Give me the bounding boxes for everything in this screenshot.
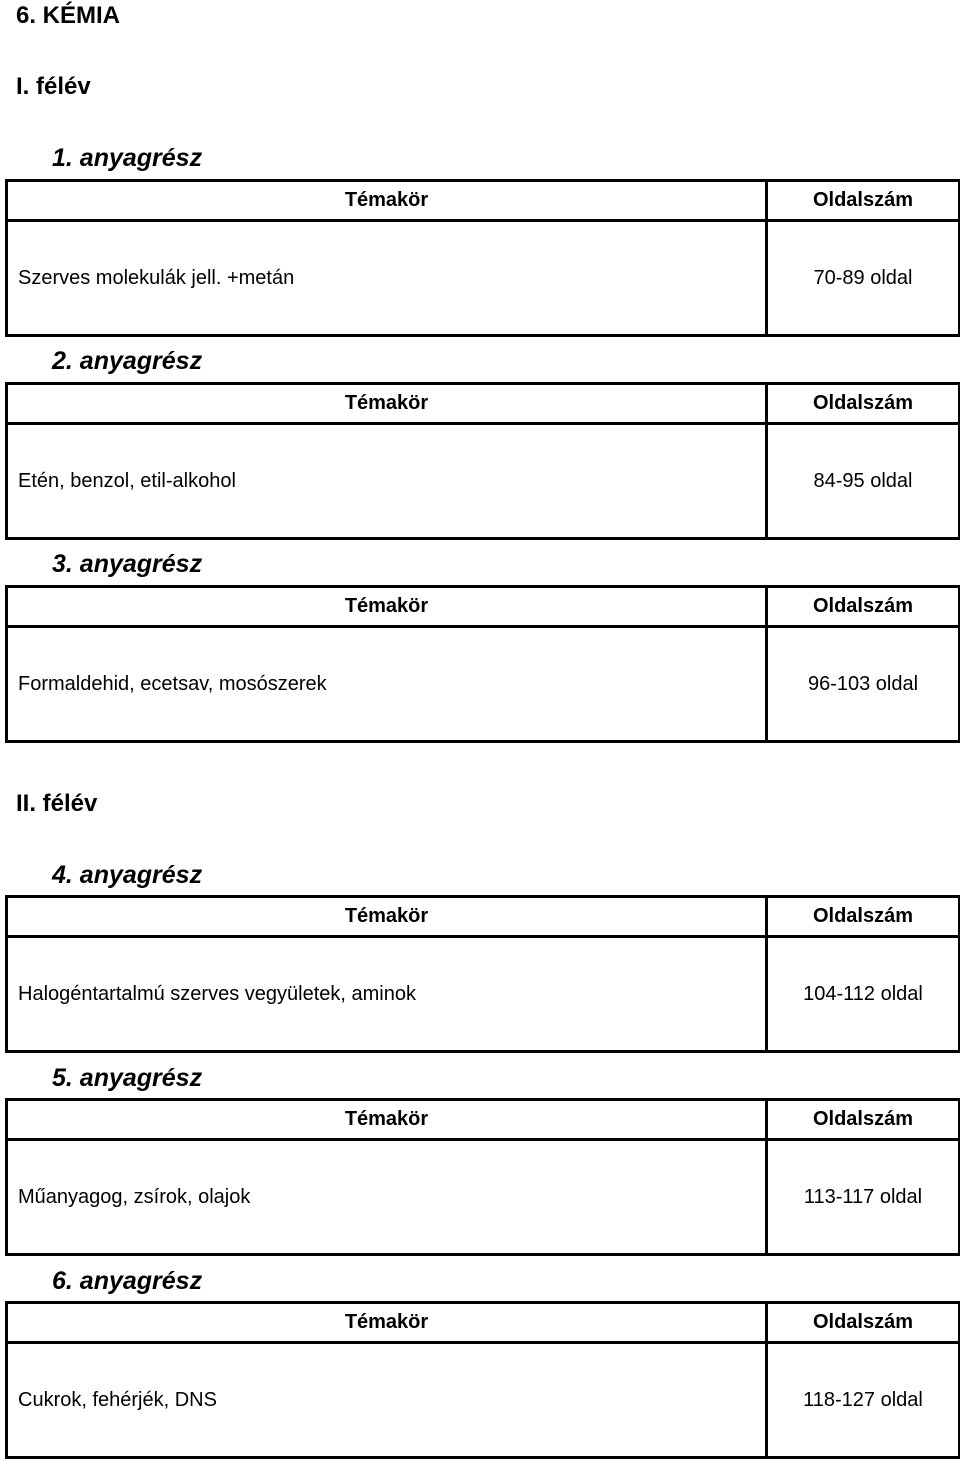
header-topic: Témakör bbox=[7, 897, 767, 937]
semester-heading-2: II. félév bbox=[16, 790, 98, 817]
topic-cell: Halogéntartalmú szerves vegyületek, aminok bbox=[7, 937, 767, 1052]
header-topic: Témakör bbox=[7, 1303, 767, 1343]
header-page: Oldalszám bbox=[767, 384, 960, 424]
table-row bbox=[7, 1343, 960, 1458]
topic-table-1 bbox=[5, 179, 960, 337]
section-heading-2: 2. anyagrész bbox=[52, 347, 203, 375]
header-page: Oldalszám bbox=[767, 1100, 960, 1140]
topic-table-6 bbox=[5, 1301, 960, 1459]
topic-cell: Cukrok, fehérjék, DNS bbox=[7, 1343, 767, 1458]
header-page: Oldalszám bbox=[767, 897, 960, 937]
page-range-cell: 113-117 oldal bbox=[767, 1140, 960, 1255]
table-header-row bbox=[7, 587, 960, 627]
header-topic: Témakör bbox=[7, 384, 767, 424]
table-row bbox=[7, 1140, 960, 1255]
header-topic: Témakör bbox=[7, 587, 767, 627]
topic-table-4 bbox=[5, 895, 960, 1053]
header-page: Oldalszám bbox=[767, 181, 960, 221]
section-heading-5: 5. anyagrész bbox=[52, 1064, 203, 1092]
topic-table-2 bbox=[5, 382, 960, 540]
table-header-row bbox=[7, 1303, 960, 1343]
header-page: Oldalszám bbox=[767, 587, 960, 627]
table-header-row bbox=[7, 384, 960, 424]
topic-cell: Műanyagog, zsírok, olajok bbox=[7, 1140, 767, 1255]
table-row bbox=[7, 221, 960, 336]
semester-heading-1: I. félév bbox=[16, 73, 91, 100]
header-topic: Témakör bbox=[7, 1100, 767, 1140]
table-row bbox=[7, 627, 960, 742]
table-row bbox=[7, 937, 960, 1052]
topic-table-5 bbox=[5, 1098, 960, 1256]
section-heading-1: 1. anyagrész bbox=[52, 144, 203, 172]
page-range-cell: 84-95 oldal bbox=[767, 424, 960, 539]
page-range-cell: 96-103 oldal bbox=[767, 627, 960, 742]
topic-cell: Formaldehid, ecetsav, mosószerek bbox=[7, 627, 767, 742]
table-header-row bbox=[7, 1100, 960, 1140]
section-heading-4: 4. anyagrész bbox=[52, 861, 203, 889]
topic-cell: Etén, benzol, etil-alkohol bbox=[7, 424, 767, 539]
topic-cell: Szerves molekulák jell. +metán bbox=[7, 221, 767, 336]
page-range-cell: 118-127 oldal bbox=[767, 1343, 960, 1458]
section-heading-3: 3. anyagrész bbox=[52, 550, 203, 578]
topic-table-3 bbox=[5, 585, 960, 743]
header-topic: Témakör bbox=[7, 181, 767, 221]
section-heading-6: 6. anyagrész bbox=[52, 1267, 203, 1295]
table-row bbox=[7, 424, 960, 539]
table-header-row bbox=[7, 181, 960, 221]
document-title: 6. KÉMIA bbox=[16, 2, 121, 29]
page-range-cell: 70-89 oldal bbox=[767, 221, 960, 336]
table-header-row bbox=[7, 897, 960, 937]
header-page: Oldalszám bbox=[767, 1303, 960, 1343]
page-range-cell: 104-112 oldal bbox=[767, 937, 960, 1052]
